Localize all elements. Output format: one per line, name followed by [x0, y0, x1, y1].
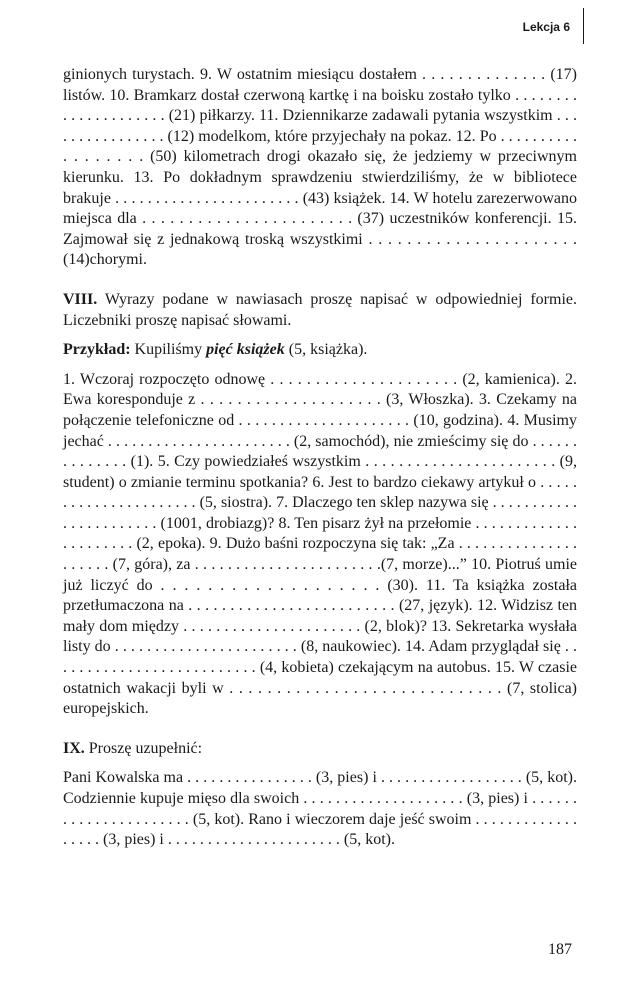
- page-header: [523, 14, 578, 40]
- page-content: [63, 65, 577, 851]
- continuation-paragraph: ginionych turystach. 9. W ostatnim miesiącu dostałem . . . . . . . . . . . . . . (17) listów. 10. Bramkarz dostał czerwoną kartkę i na boisku zostało tylko . . . . . . . . . . . . . . . . . . . . . (21) piłkarzy. 11. Dziennikarze zadawali pytania wszystkim . . . . . . . . . . . . . . . . (12) modelkom, które przyjechały na pokaz. 12. Po . . . . . . . . . . . . . . . . . . (50) kilometrach drogi okazało się, że jedziemy w przeciwnym kierunku. 13. Po dokładnym sprawdzeniu stwierdziliśmy, że w bibliotece brakuje . . . . . . . . . . . . . . . . . . . . . . . (43) książek. 14. W hotelu zarezerwowano miejsca dla . . . . . . . . . . . . . . . . . . . . . . . (37) uczestników konferencji. 15. Zajmował się z jednakową troską wszystkimi . . . . . . . . . . . . . . . . . . . . . . (14)chorymi.: [63, 66, 577, 269]
- header-rule: [583, 8, 585, 44]
- section-ix-label: IX.: [63, 739, 85, 757]
- section-viii-instruction-text: Wyrazy podane w nawiasach proszę napisać w odpowiedniej formie. Liczebniki proszę napisać słowami.: [63, 290, 577, 329]
- example-pre: Kupiliśmy: [130, 341, 207, 359]
- example-answer: pięć książek: [206, 341, 285, 359]
- example-label: Przykład:: [63, 341, 131, 359]
- page-number: 187: [548, 941, 572, 958]
- section-viii-instruction: [63, 290, 577, 331]
- section-ix-instruction-text: Proszę uzupełnić:: [84, 739, 203, 757]
- section-viii-label: VIII.: [63, 290, 98, 308]
- lesson-title: Lekcja 6: [522, 20, 570, 34]
- section-viii-exercises: 1. Wczoraj rozpoczęto odnowę . . . . . . . . . . . . . . . . . . . . . (2, kamienica). 2. Ewa koresponduje z . . . . . . . . . . . . . . . . . . . . (3, Włoszka). 3. Czekamy na połączenie telefoniczne od . . . . . . . . . . . . . . . . . . . . . (10, godzina). 4. Musimy jechać . . . . . . . . . . . . . . . . . . . . . . . (2, samochód), nie zmieścimy się do . . . . . . . . . . . . . . (1). 5. Czy powiedziałeś wszystkim . . . . . . . . . . . . . . . . . . . . . . . (9, student) o zmianie terminu spotkania? 6. Jest to bardzo ciekawy artykuł o . . . . . . . . . . . . . . . . . . . . . . (5, siostra). 7. Dlaczego ten sklep nazywa się . . . . . . . . . . . . . . . . . . . . . . . (1001, drobiazg)? 8. Ten pisarz żył na przełomie . . . . . . . . . . . . . . . . . . . . . . (2, epoka). 9. Dużo baśni rozpoczyna się tak: „Za . . . . . . . . . . . . . . . . . . . . . (7, góra), za . . . . . . . . . . . . . . . . . . . . . . .(7, morze)...” 10. Piotruś umie już liczyć do . . . . . . . . . . . . . . . . . . . (30). 11. Ta książka została przetłumaczona na . . . . . . . . . . . . . . . . . . . . . . . . . (27, język). 12. Widzisz ten mały dom między . . . . . . . . . . . . . . . . . . . . . . (2, blok)? 13. Sekretarka wysłała listy do . . . . . . . . . . . . . . . . . . . . . . . (8, naukowiec). 14. Adam przyglądał się . . . . . . . . . . . . . . . . . . . . . . . . . . (4, kobieta) czekającym na autobus. 15. W czasie ostatnich wakacji byli w . . . . . . . . . . . . . . . . . . . . . . . . . . . . . (7, stolica) europejskich.: [63, 370, 577, 718]
- section-viii-example: [63, 340, 577, 361]
- section-ix-exercise: Pani Kowalska ma . . . . . . . . . . . . . . . . (3, pies) i . . . . . . . . . . . . . . . . . . (5, kot). Codziennie kupuje mięso dla swoich . . . . . . . . . . . . . . . . . . . . (3, pies) i . . . . . . . . . . . . . . . . . . . . . . (5, kot). Rano i wieczorem daje jeść swoim . . . . . . . . . . . . . . . . . . (3, pies) i . . . . . . . . . . . . . . . . . . . . . . (5, kot).: [63, 769, 577, 849]
- section-ix-instruction: [63, 739, 577, 760]
- example-post: (5, książka).: [284, 341, 368, 359]
